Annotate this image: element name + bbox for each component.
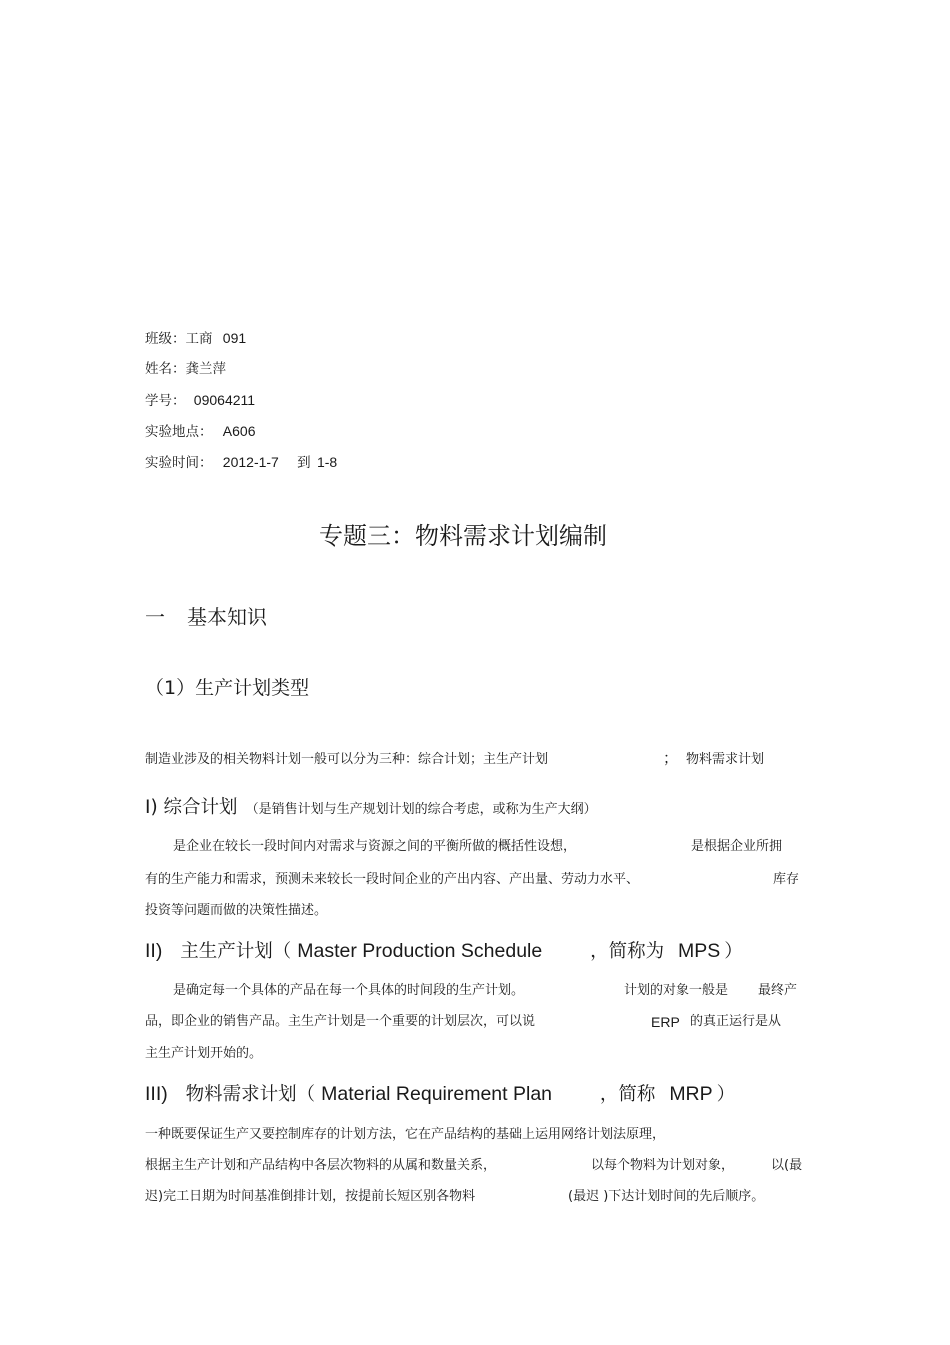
section2-close: ） bbox=[724, 941, 743, 962]
intro-separator: ； bbox=[663, 749, 679, 767]
section3-line1: 一种既要保证生产又要控制库存的计划方法，它在产品结构的基础上运用网络计划法原理， bbox=[145, 1127, 666, 1142]
section2-line2a: 品，即企业的销售产品。主生产计划是一个重要的计划层次，可以说 bbox=[145, 1014, 536, 1029]
section3-line2c: 以(最 bbox=[771, 1158, 803, 1173]
id-label: 学号： bbox=[145, 393, 186, 409]
section2-cn: 主生产计划（ bbox=[180, 941, 292, 962]
info-class bbox=[145, 329, 246, 348]
section-mps-heading bbox=[145, 938, 743, 965]
heading-text: 基本知识 bbox=[187, 605, 267, 629]
section2-line1c: 最终产 bbox=[758, 983, 798, 998]
section1-line1a: 是企业在较长一段时间内对需求与资源之间的平衡所做的概括性设想， bbox=[173, 839, 577, 854]
section2-sep: ，简称为 bbox=[590, 941, 665, 962]
section3-line3a: 迟)完工日期为时间基准倒排计划，按提前长短区别各物料 bbox=[145, 1189, 476, 1204]
location-value: A606 bbox=[222, 423, 256, 439]
class-label: 班级：工商 bbox=[145, 331, 213, 347]
section3-num: III) bbox=[145, 1083, 168, 1105]
document-title: 专题三：物料需求计划编制 bbox=[319, 522, 607, 550]
erp-term: ERP bbox=[651, 1014, 680, 1030]
intro-paragraph bbox=[145, 751, 548, 769]
section3-sep: ，简称 bbox=[599, 1084, 656, 1105]
section1-note: （是销售计划与生产规划计划的综合考虑，或称为生产大纲） bbox=[245, 802, 597, 817]
section2-line2c: 的真正运行是从 bbox=[690, 1014, 782, 1029]
section2-en: Master Production Schedule bbox=[297, 940, 543, 962]
intro-text: 制造业涉及的相关物料计划一般可以分为三种：综合计划；主生产计划 bbox=[145, 752, 549, 767]
section1-line3: 投资等问题而做的决策性描述。 bbox=[145, 903, 328, 918]
time-start: 2012-1-7 bbox=[222, 454, 279, 470]
class-value: 091 bbox=[222, 330, 247, 346]
intro-tail: 物料需求计划 bbox=[686, 752, 765, 767]
heading-basic-knowledge bbox=[145, 603, 267, 631]
section2-abbr: MPS bbox=[678, 940, 721, 962]
subheading-plan-types: （1）生产计划类型 bbox=[145, 677, 310, 699]
name-label: 姓名：龚兰萍 bbox=[145, 361, 226, 377]
section-mrp-heading bbox=[145, 1081, 735, 1108]
time-end: 1-8 bbox=[316, 454, 338, 470]
time-label: 实验时间： bbox=[145, 455, 213, 471]
info-location bbox=[145, 422, 256, 441]
section2-line1a: 是确定每一个具体的产品在每一个具体的时间段的生产计划。 bbox=[173, 983, 525, 998]
section3-close: ） bbox=[716, 1084, 736, 1105]
section1-line2b: 库存 bbox=[773, 872, 800, 887]
section1-line1b: 是根据企业所拥 bbox=[691, 839, 783, 854]
section3-abbr: MRP bbox=[669, 1083, 713, 1105]
info-name bbox=[145, 360, 226, 378]
info-time bbox=[145, 453, 337, 472]
section3-line3b: (最迟 )下达计划时间的先后顺序。 bbox=[568, 1189, 765, 1204]
section1-title: I) 综合计划 bbox=[145, 797, 238, 818]
section1-line2a: 有的生产能力和需求，预测未来较长一段时间企业的产出内容、产出量、劳动力水平、 bbox=[145, 872, 640, 887]
info-student-id bbox=[145, 391, 255, 410]
section3-line2a: 根据主生产计划和产品结构中各层次物料的从属和数量关系， bbox=[145, 1158, 497, 1173]
section2-line1b: 计划的对象一般是 bbox=[624, 983, 729, 998]
section-aggregate-plan-heading bbox=[145, 795, 597, 823]
section3-cn: 物料需求计划（ bbox=[185, 1084, 316, 1105]
section2-num: II) bbox=[145, 940, 163, 962]
section2-line2-erp bbox=[651, 1013, 680, 1033]
id-value: 09064211 bbox=[193, 392, 256, 408]
location-label: 实验地点： bbox=[145, 424, 213, 440]
section3-en: Material Requirement Plan bbox=[321, 1083, 553, 1105]
time-to: 到 bbox=[297, 455, 311, 471]
heading-number: 一 bbox=[145, 605, 165, 629]
section2-line3: 主生产计划开始的。 bbox=[145, 1046, 263, 1061]
section3-line2b: 以每个物料为计划对象， bbox=[591, 1158, 735, 1173]
